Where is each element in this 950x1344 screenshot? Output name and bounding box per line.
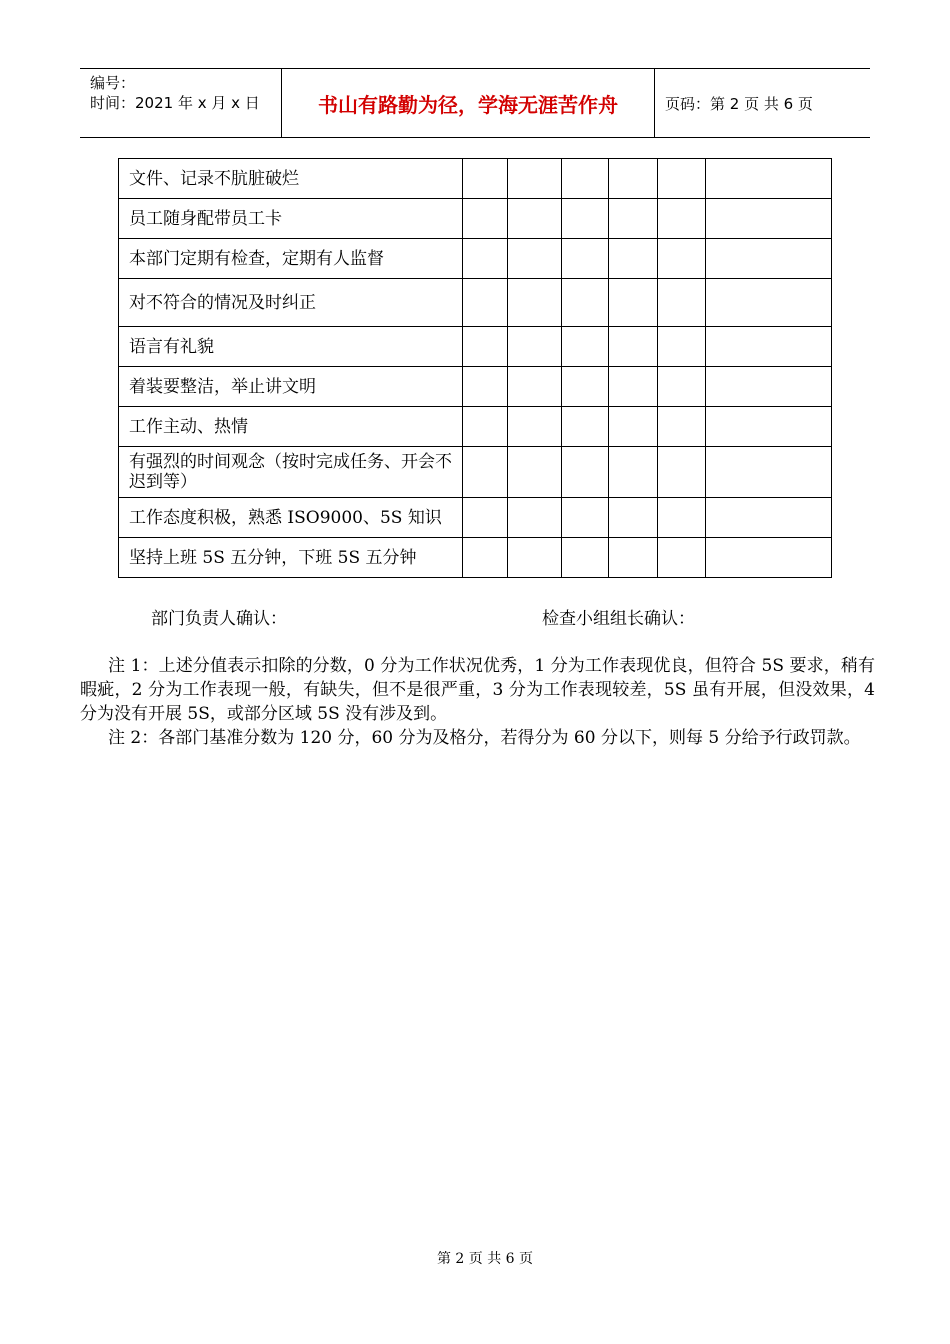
header-page-info: 页码：第 2 页 共 6 页	[665, 95, 813, 113]
score-cell[interactable]	[562, 367, 609, 407]
note-1: 注 1：上述分值表示扣除的分数，0 分为工作状况优秀，1 分为工作表现优良，但符合 5S 要求，稍有暇疵，2 分为工作表现一般，有缺失，但不是很严重，3 分为工作表现较差，5S 虽有开展，但没效果，4 分为没有开展 5S，或部分区域 5S 没有涉及到。	[80, 656, 875, 724]
group-leader-confirmation: 检查小组组长确认：	[542, 609, 695, 629]
score-cell[interactable]	[658, 159, 706, 199]
item-label: 员工随身配带员工卡	[119, 199, 463, 239]
score-cell[interactable]	[508, 327, 562, 367]
score-cell[interactable]	[706, 327, 832, 367]
score-cell[interactable]	[658, 327, 706, 367]
score-cell[interactable]	[706, 199, 832, 239]
score-cell[interactable]	[609, 327, 658, 367]
score-cell[interactable]	[658, 199, 706, 239]
score-cell[interactable]	[658, 367, 706, 407]
score-cell[interactable]	[463, 199, 508, 239]
score-cell[interactable]	[463, 447, 508, 498]
checklist-table	[118, 158, 832, 578]
score-cell[interactable]	[463, 498, 508, 538]
table-row	[119, 367, 832, 407]
score-cell[interactable]	[508, 447, 562, 498]
score-cell[interactable]	[508, 367, 562, 407]
score-cell[interactable]	[463, 279, 508, 327]
score-cell[interactable]	[658, 279, 706, 327]
score-cell[interactable]	[508, 279, 562, 327]
score-cell[interactable]	[658, 407, 706, 447]
score-cell[interactable]	[463, 367, 508, 407]
header-left	[90, 73, 260, 113]
score-cell[interactable]	[463, 159, 508, 199]
item-label: 语言有礼貌	[119, 327, 463, 367]
table-row	[119, 327, 832, 367]
score-cell[interactable]	[508, 239, 562, 279]
item-label: 坚持上班 5S 五分钟，下班 5S 五分钟	[119, 538, 463, 578]
score-cell[interactable]	[706, 498, 832, 538]
score-cell[interactable]	[706, 538, 832, 578]
item-label: 本部门定期有检查，定期有人监督	[119, 239, 463, 279]
table-row	[119, 447, 832, 498]
score-cell[interactable]	[562, 327, 609, 367]
score-cell[interactable]	[706, 159, 832, 199]
item-label: 对不符合的情况及时纠正	[119, 279, 463, 327]
score-cell[interactable]	[508, 538, 562, 578]
score-cell[interactable]	[562, 498, 609, 538]
item-label: 着装要整洁，举止讲文明	[119, 367, 463, 407]
item-label: 工作主动、热情	[119, 407, 463, 447]
score-cell[interactable]	[562, 407, 609, 447]
score-cell[interactable]	[609, 447, 658, 498]
score-cell[interactable]	[508, 498, 562, 538]
table-row	[119, 199, 832, 239]
score-cell[interactable]	[706, 407, 832, 447]
table-row	[119, 239, 832, 279]
notes-section	[80, 654, 875, 750]
item-label: 文件、记录不肮脏破烂	[119, 159, 463, 199]
score-cell[interactable]	[463, 407, 508, 447]
page-header	[80, 68, 870, 138]
score-cell[interactable]	[562, 279, 609, 327]
score-cell[interactable]	[508, 199, 562, 239]
score-cell[interactable]	[706, 447, 832, 498]
dept-head-confirmation: 部门负责人确认：	[151, 609, 287, 629]
time-label: 时间：2021 年 x 月 x 日	[90, 94, 260, 112]
score-cell[interactable]	[562, 159, 609, 199]
score-cell[interactable]	[658, 538, 706, 578]
score-cell[interactable]	[609, 367, 658, 407]
table-row	[119, 407, 832, 447]
header-divider	[654, 69, 655, 137]
table-row	[119, 538, 832, 578]
score-cell[interactable]	[609, 498, 658, 538]
table-row	[119, 159, 832, 199]
score-cell[interactable]	[658, 498, 706, 538]
score-cell[interactable]	[562, 538, 609, 578]
score-cell[interactable]	[609, 538, 658, 578]
score-cell[interactable]	[706, 279, 832, 327]
header-motto: 书山有路勤为径，学海无涯苦作舟	[318, 93, 618, 117]
score-cell[interactable]	[609, 199, 658, 239]
score-cell[interactable]	[463, 327, 508, 367]
score-cell[interactable]	[562, 199, 609, 239]
item-label: 工作态度积极，熟悉 ISO9000、5S 知识	[119, 498, 463, 538]
table-row	[119, 279, 832, 327]
score-cell[interactable]	[609, 239, 658, 279]
score-cell[interactable]	[562, 239, 609, 279]
item-label: 有强烈的时间观念（按时完成任务、开会不迟到等）	[119, 447, 463, 498]
score-cell[interactable]	[658, 239, 706, 279]
note-2: 注 2：各部门基准分数为 120 分，60 分为及格分，若得分为 60 分以下，则每 5 分给予行政罚款。	[108, 728, 861, 748]
score-cell[interactable]	[508, 159, 562, 199]
score-cell[interactable]	[609, 279, 658, 327]
score-cell[interactable]	[463, 239, 508, 279]
score-cell[interactable]	[463, 538, 508, 578]
score-cell[interactable]	[658, 447, 706, 498]
score-cell[interactable]	[706, 239, 832, 279]
score-cell[interactable]	[706, 367, 832, 407]
number-label: 编号：	[90, 74, 136, 92]
page-footer: 第 2 页 共 6 页	[436, 1251, 534, 1267]
table-row	[119, 498, 832, 538]
score-cell[interactable]	[508, 407, 562, 447]
score-cell[interactable]	[562, 447, 609, 498]
score-cell[interactable]	[609, 159, 658, 199]
score-cell[interactable]	[609, 407, 658, 447]
